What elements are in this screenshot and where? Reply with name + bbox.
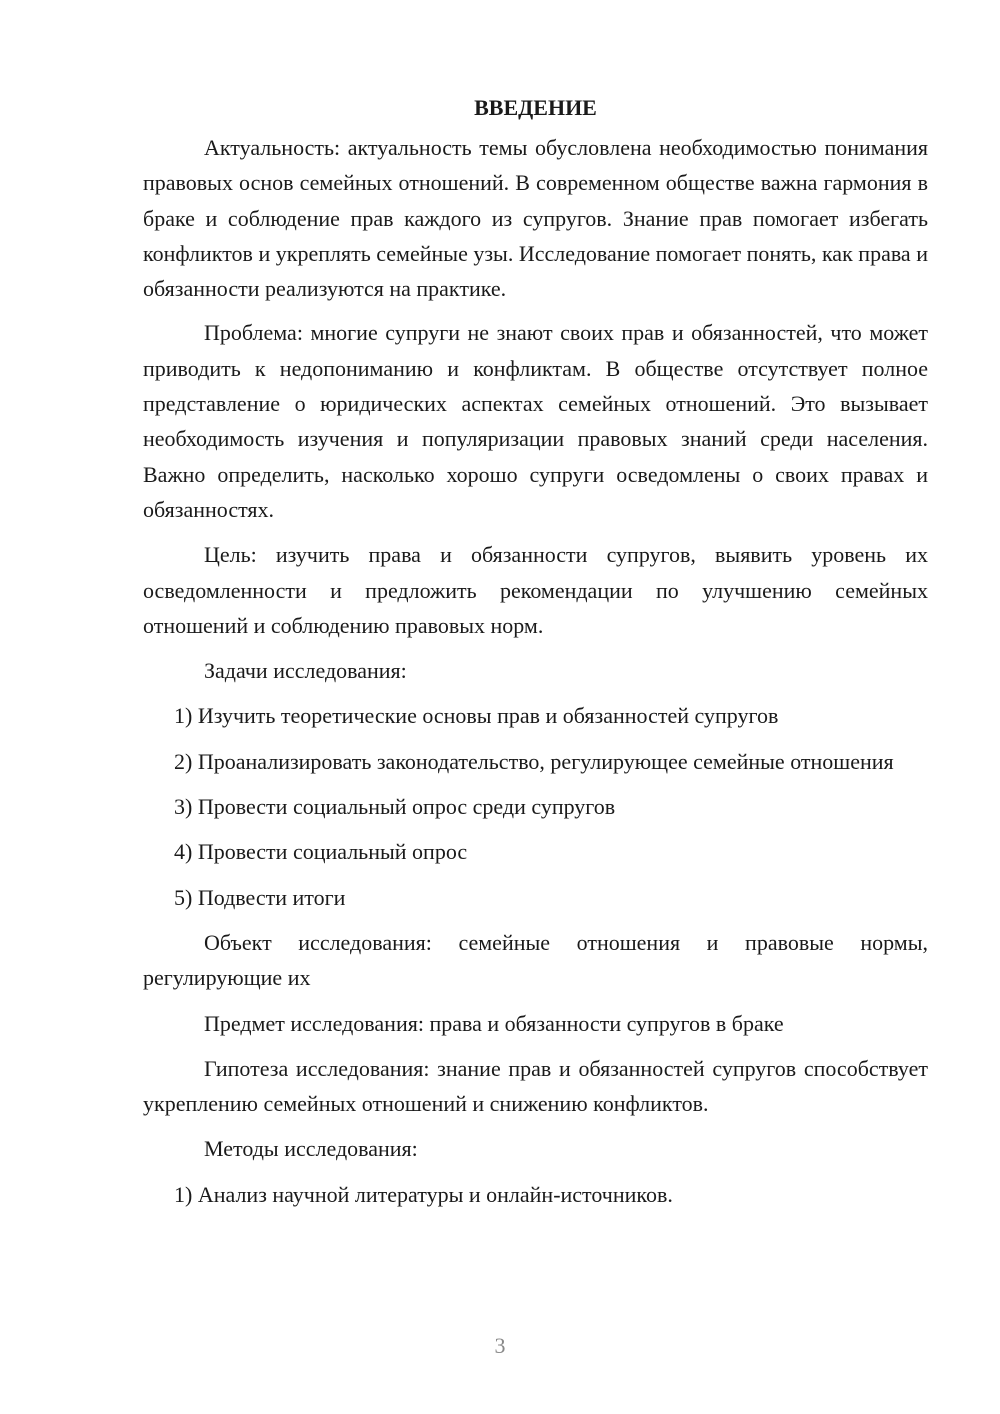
hypothesis-paragraph: Гипотеза исследования: знание прав и обязанностей супругов способствует укреплению семейных отношений и снижению конфликтов. <box>143 1055 928 1117</box>
task-item-5: 5) Подвести итоги <box>174 884 346 910</box>
method-item-1: 1) Анализ научной литературы и онлайн-источников. <box>174 1181 673 1207</box>
tasks-heading: Задачи исследования: <box>204 658 407 684</box>
object-paragraph: Объект исследования: семейные отношения и правовые нормы, регулирующие их <box>143 929 928 991</box>
section-heading: ВВЕДЕНИЕ <box>474 95 597 120</box>
document-page <box>143 90 928 1222</box>
task-item-3: 3) Провести социальный опрос среди супругов <box>174 794 616 820</box>
problem-paragraph: Проблема: многие супруги не знают своих прав и обязанностей, что может приводить к недопониманию и конфликтам. В обществе отсутствует полное представление о юридических аспектах семейных отношений. Это вызывает необходимость изучения и популяризации правовых знаний среди населения. Важно определить, насколько хорошо супруги осведомлены о своих правах и обязанностях. <box>143 320 928 522</box>
subject-paragraph: Предмет исследования: права и обязанности супругов в браке <box>204 1010 784 1036</box>
methods-heading: Методы исследования: <box>204 1136 418 1162</box>
relevance-paragraph: Актуальность: актуальность темы обусловлена необходимостью понимания правовых основ семейных отношений. В современном обществе важна гармония в браке и соблюдение прав каждого из супругов. Знание прав помогает избегать конфликтов и укреплять семейные узы. Исследование помогает понять, как права и обязанности реализуются на практике. <box>143 135 928 302</box>
task-item-2: 2) Проанализировать законодательство, регулирующее семейные отношения <box>174 748 894 774</box>
task-item-4: 4) Провести социальный опрос <box>174 839 468 865</box>
goal-paragraph: Цель: изучить права и обязанности супругов, выявить уровень их осведомленности и предложить рекомендации по улучшению семейных отношений и соблюдению правовых норм. <box>143 542 928 638</box>
page-number: 3 <box>494 1333 506 1358</box>
task-item-1: 1) Изучить теоретические основы прав и обязанностей супругов <box>174 703 779 729</box>
